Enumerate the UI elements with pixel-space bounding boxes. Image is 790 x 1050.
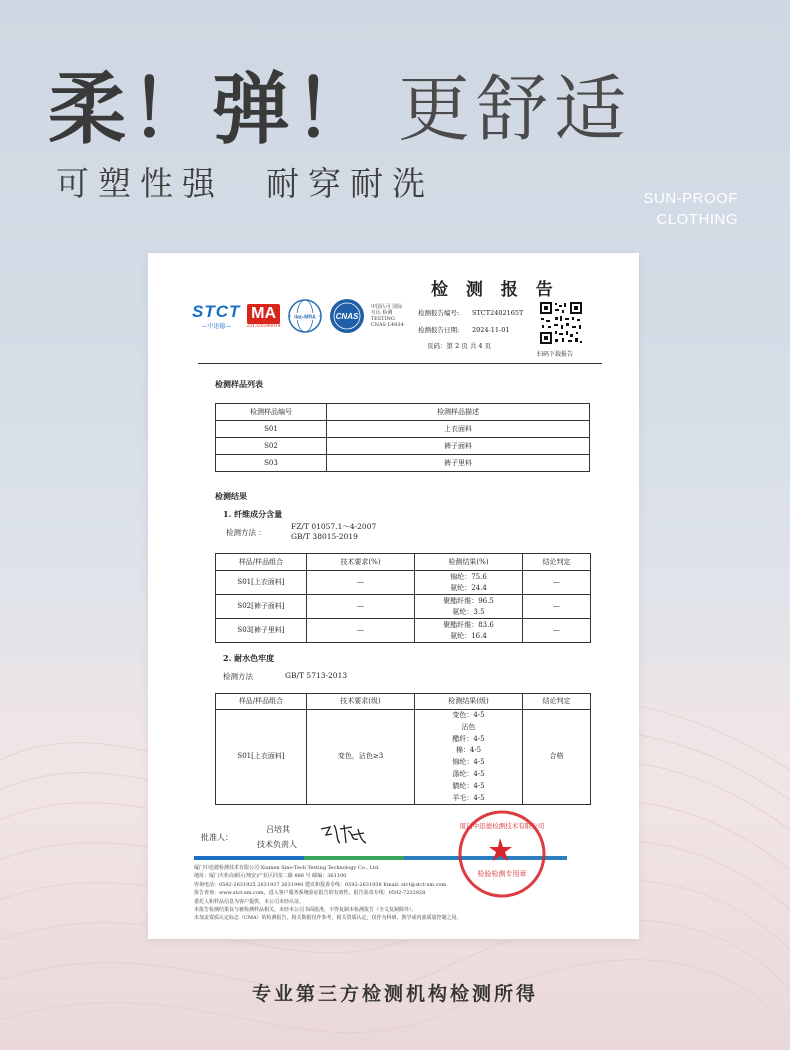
sample-table-header: 检测样品编号 [216, 404, 327, 421]
header-rule [198, 363, 602, 364]
headline [48, 58, 633, 155]
table-row [216, 438, 590, 455]
table-row [216, 455, 590, 472]
fiber-table-header: 样品/样品组合 [216, 554, 307, 571]
results-title: 检测结果 [215, 491, 247, 501]
cma-logo-text: MA [247, 304, 280, 324]
water-verdict: 合格 [523, 710, 591, 805]
footer-line: 咨询电话：0592-2631925 2631937 2631940 建议和投诉专线：0592-2631938 Email: stct@stct-xm.com [194, 881, 447, 888]
sample-id: S01 [216, 421, 327, 438]
table-row [216, 571, 591, 595]
stct-logo [192, 302, 240, 330]
water-results [415, 710, 523, 805]
water-result-line: 腈纶：4-5 [452, 781, 485, 790]
table-row [216, 619, 591, 643]
water-result-line: 醋纤：4-5 [452, 734, 485, 743]
fiber-result-line: 锦纶：75.6 [450, 572, 487, 581]
approver-title: 技术负责人 [257, 840, 297, 849]
footer-line: 报告查询：www.stct-xm.com，进入客户服务系统验证报告的有效性。报告验真专线：0592-7232928 [194, 890, 426, 897]
stct-logo-text: STCT [192, 302, 241, 321]
water-result-line: 涤纶：4-5 [452, 769, 485, 778]
sample-table [215, 403, 590, 472]
footer-line: 厦门中迅德检测技术有限公司 Xiamen Sino-Tech Testing Technology Co., Ltd. [194, 865, 380, 871]
water-result-line: 锦纶：4-5 [452, 758, 485, 767]
sample-desc: 上衣面料 [327, 421, 590, 438]
fiber-req: — [307, 595, 415, 619]
fiber-result-line: 聚酯纤维：83.6 [443, 620, 494, 629]
water-table-header: 技术要求(级) [307, 694, 415, 710]
fiber-sample: S02[裤子面料] [216, 595, 307, 619]
fiber-methods [291, 522, 376, 542]
report-title: 检 测 报 告 [431, 280, 559, 300]
qr-caption: 扫码下载报告 [537, 351, 574, 358]
water-method: GB/T 5713-2013 [285, 671, 348, 680]
fiber-result-line: 氨纶：3.5 [452, 607, 485, 616]
fiber-table [215, 553, 591, 643]
stamp-sub: 检验检测专用章 [477, 870, 527, 878]
fiber-sample: S03[裤子里料] [216, 619, 307, 643]
water-table-header: 样品/样品组合 [216, 694, 307, 710]
table-row [216, 710, 591, 805]
fiber-result-line: 聚酯纤维：96.5 [443, 596, 494, 605]
svg-text:ilac-MRA: ilac-MRA [294, 314, 316, 321]
fiber-table-header: 结论判定 [523, 554, 591, 571]
water-method-label: 检测方法 [223, 672, 253, 681]
fiber-result [415, 571, 523, 595]
sunproof-label [644, 188, 739, 230]
headline-thin: 更舒适 [398, 67, 633, 151]
water-req: 变色，沾色≥3 [307, 710, 415, 805]
water-result-line: 棉：4-5 [455, 746, 482, 755]
water-result-line: 羊毛：4-5 [452, 793, 485, 802]
stamp-text: 厦门中迅德检测技术有限公司 [459, 822, 545, 830]
approver-name: 吕培其 [266, 825, 290, 834]
water-result-line: 沾色 [461, 722, 476, 731]
footer-line: 委托人和样品信息为客户提供，本公司未经认证。 [194, 898, 305, 905]
fiber-section-title: 1. 纤维成分含量 [223, 509, 283, 519]
sample-id: S02 [216, 438, 327, 455]
fiber-method-1: FZ/T 01057.1～4-2007 [291, 522, 377, 531]
fiber-table-header: 技术要求(%) [307, 554, 415, 571]
report-date-label: 检测报告日期: [418, 326, 460, 334]
fiber-verdict: — [523, 595, 591, 619]
sample-id: S03 [216, 455, 327, 472]
footer-line: 地址：厦门火炬高新区(翔安)产业区同龙二路 886 号 邮编：361100 [194, 873, 347, 880]
page-info: 页码：第 2 页 共 4 页 [427, 342, 492, 350]
sample-list-title: 检测样品列表 [215, 379, 263, 389]
table-row [216, 595, 591, 619]
bottom-caption: 专业第三方检测机构检测所得 [251, 983, 538, 1005]
table-row [216, 421, 590, 438]
fiber-table-header: 检测结果(%) [415, 554, 523, 571]
fiber-result [415, 595, 523, 619]
cma-number: 231320340014 [246, 323, 281, 329]
qr-code-icon[interactable] [539, 301, 583, 345]
sunproof-line2: CLOTHING [656, 211, 738, 228]
svg-text:CNAS: CNAS [335, 312, 359, 321]
fiber-req: — [307, 571, 415, 595]
fiber-result-line: 氨纶：16.4 [450, 631, 487, 640]
subheadline: 可塑性强 耐穿耐洗 [56, 164, 434, 203]
water-table-header: 检测结果(级) [415, 694, 523, 710]
water-section-title: 2. 耐水色牢度 [223, 653, 275, 663]
water-table-header: 结论判定 [523, 694, 591, 710]
certification-logos [192, 298, 405, 334]
cnas-text: 中国认可 国际互认 检测 TESTING CNAS L4934 [370, 304, 404, 328]
fiber-verdict: — [523, 619, 591, 643]
stct-logo-sub: —中迅德— [201, 323, 232, 330]
fiber-result-line: 氨纶：24.4 [450, 583, 487, 592]
footer-line: 未加盖资质认定标志（CMA）的检测报告，相关数据仅作参考，相关资质认定，仅作为科研、教学或内部质量控制之用。 [194, 915, 462, 922]
fiber-verdict: — [523, 571, 591, 595]
report-meta [418, 305, 523, 339]
fiber-result [415, 619, 523, 643]
ilac-mra-icon [287, 298, 323, 334]
cma-logo [246, 304, 280, 329]
fiber-method-label: 检测方法 ： [226, 528, 266, 537]
report-date: 2024-11-01 [472, 326, 510, 334]
approver-label: 批准人： [201, 833, 233, 842]
fiber-req: — [307, 619, 415, 643]
official-stamp [456, 808, 548, 900]
signature [318, 821, 368, 847]
headline-bold: 柔！弹！ [48, 65, 377, 155]
fiber-method-2: GB/T 38015-2019 [291, 532, 358, 541]
test-report-document [148, 253, 639, 939]
water-result-line: 变色：4-5 [452, 711, 485, 719]
sunproof-line1: SUN-PROOF [643, 190, 738, 207]
sample-table-header: 检测样品描述 [327, 404, 590, 421]
report-no: STCT2402165T [472, 309, 524, 317]
report-no-label: 检测报告编号: [418, 309, 460, 317]
cnas-icon [329, 298, 365, 334]
water-sample: S01[上衣面料] [216, 710, 307, 805]
sample-desc: 裤子面料 [327, 438, 590, 455]
fiber-sample: S01[上衣面料] [216, 571, 307, 595]
sample-desc: 裤子里料 [327, 455, 590, 472]
footer-line: 本报告检测结果仅与被检测样品相关。未经本公司书面批准，不得复制本检测报告（全文复制除外）。 [194, 907, 417, 914]
water-table [215, 693, 591, 805]
